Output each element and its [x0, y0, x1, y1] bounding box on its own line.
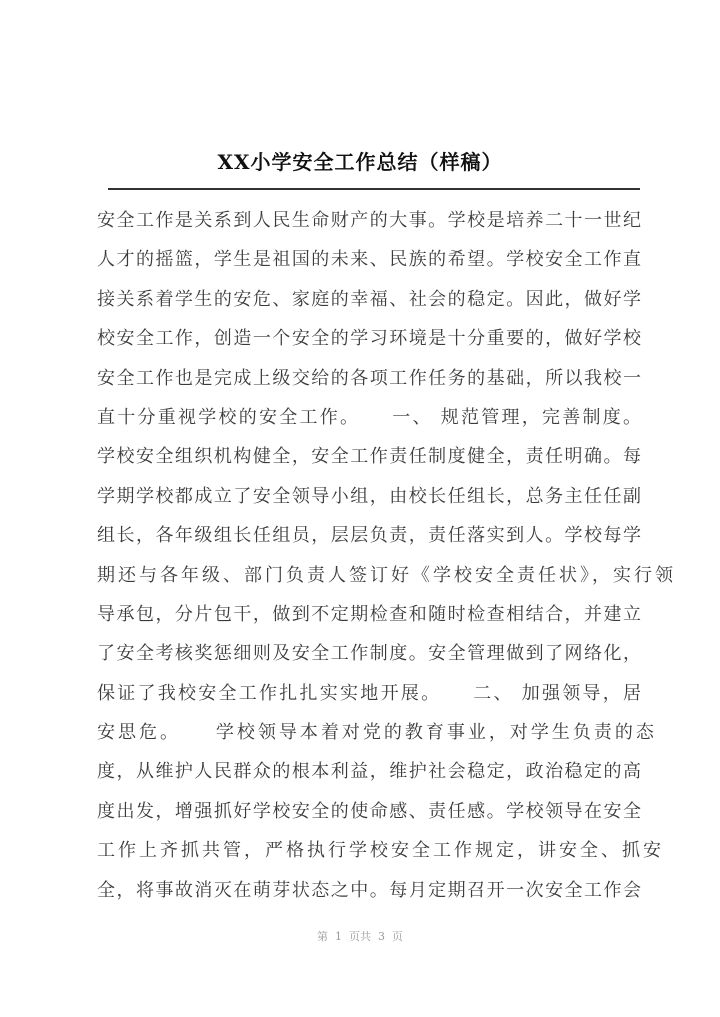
body-line: 了安全考核奖惩细则及安全工作制度。安全管理做到了网络化， — [97, 643, 641, 665]
body-line: 学校安全组织机构健全，安全工作责任制度健全，责任明确。每 — [97, 446, 641, 468]
body-line: 接关系着学生的安危、家庭的幸福、社会的稳定。因此，做好学 — [97, 288, 641, 310]
body-line: 直十分重视学校的安全工作。 一、 规范管理，完善制度。 — [97, 406, 641, 428]
body-line: 度出发，增强抓好学校安全的使命感、责任感。学校领导在安全 — [97, 800, 641, 822]
body-line: 安全工作也是完成上级交给的各项工作任务的基础，所以我校一 — [97, 367, 641, 389]
body-line: 全，将事故消灭在萌芽状态之中。每月定期召开一次安全工作会 — [97, 879, 641, 901]
body-line: 保证了我校安全工作扎扎实实地开展。 二、 加强领导，居 — [97, 682, 641, 704]
body-line: 度，从维护人民群众的根本利益，维护社会稳定，政治稳定的高 — [97, 761, 641, 783]
title-divider — [108, 188, 640, 190]
body-line: 组长，各年级组长任组员，层层负责，责任落实到人。学校每学 — [97, 525, 641, 547]
body-line: 工作上齐抓共管，严格执行学校安全工作规定，讲安全、抓安 — [97, 840, 664, 862]
document-title: XX小学安全工作总结（样稿） — [217, 150, 503, 174]
body-line: 人才的摇篮，学生是祖国的未来、民族的希望。学校安全工作直 — [97, 249, 641, 271]
body-line: 安全工作是关系到人民生命财产的大事。学校是培养二十一世纪 — [97, 210, 641, 231]
page-number: 第 1 页共 3 页 — [317, 930, 403, 943]
body-line: 学期学校都成立了安全领导小组，由校长任组长，总务主任任副 — [97, 485, 641, 507]
body-line: 安思危。 学校领导本着对党的教育事业，对学生负责的态 — [97, 722, 657, 744]
body-line: 导承包，分片包干，做到不定期检查和随时检查相结合，并建立 — [97, 603, 641, 625]
document-body — [97, 208, 676, 917]
body-line: 期还与各年级、部门负责人签订好《学校安全责任状》，实行领 — [97, 564, 676, 586]
body-line: 校安全工作，创造一个安全的学习环境是十分重要的，做好学校 — [97, 328, 641, 350]
